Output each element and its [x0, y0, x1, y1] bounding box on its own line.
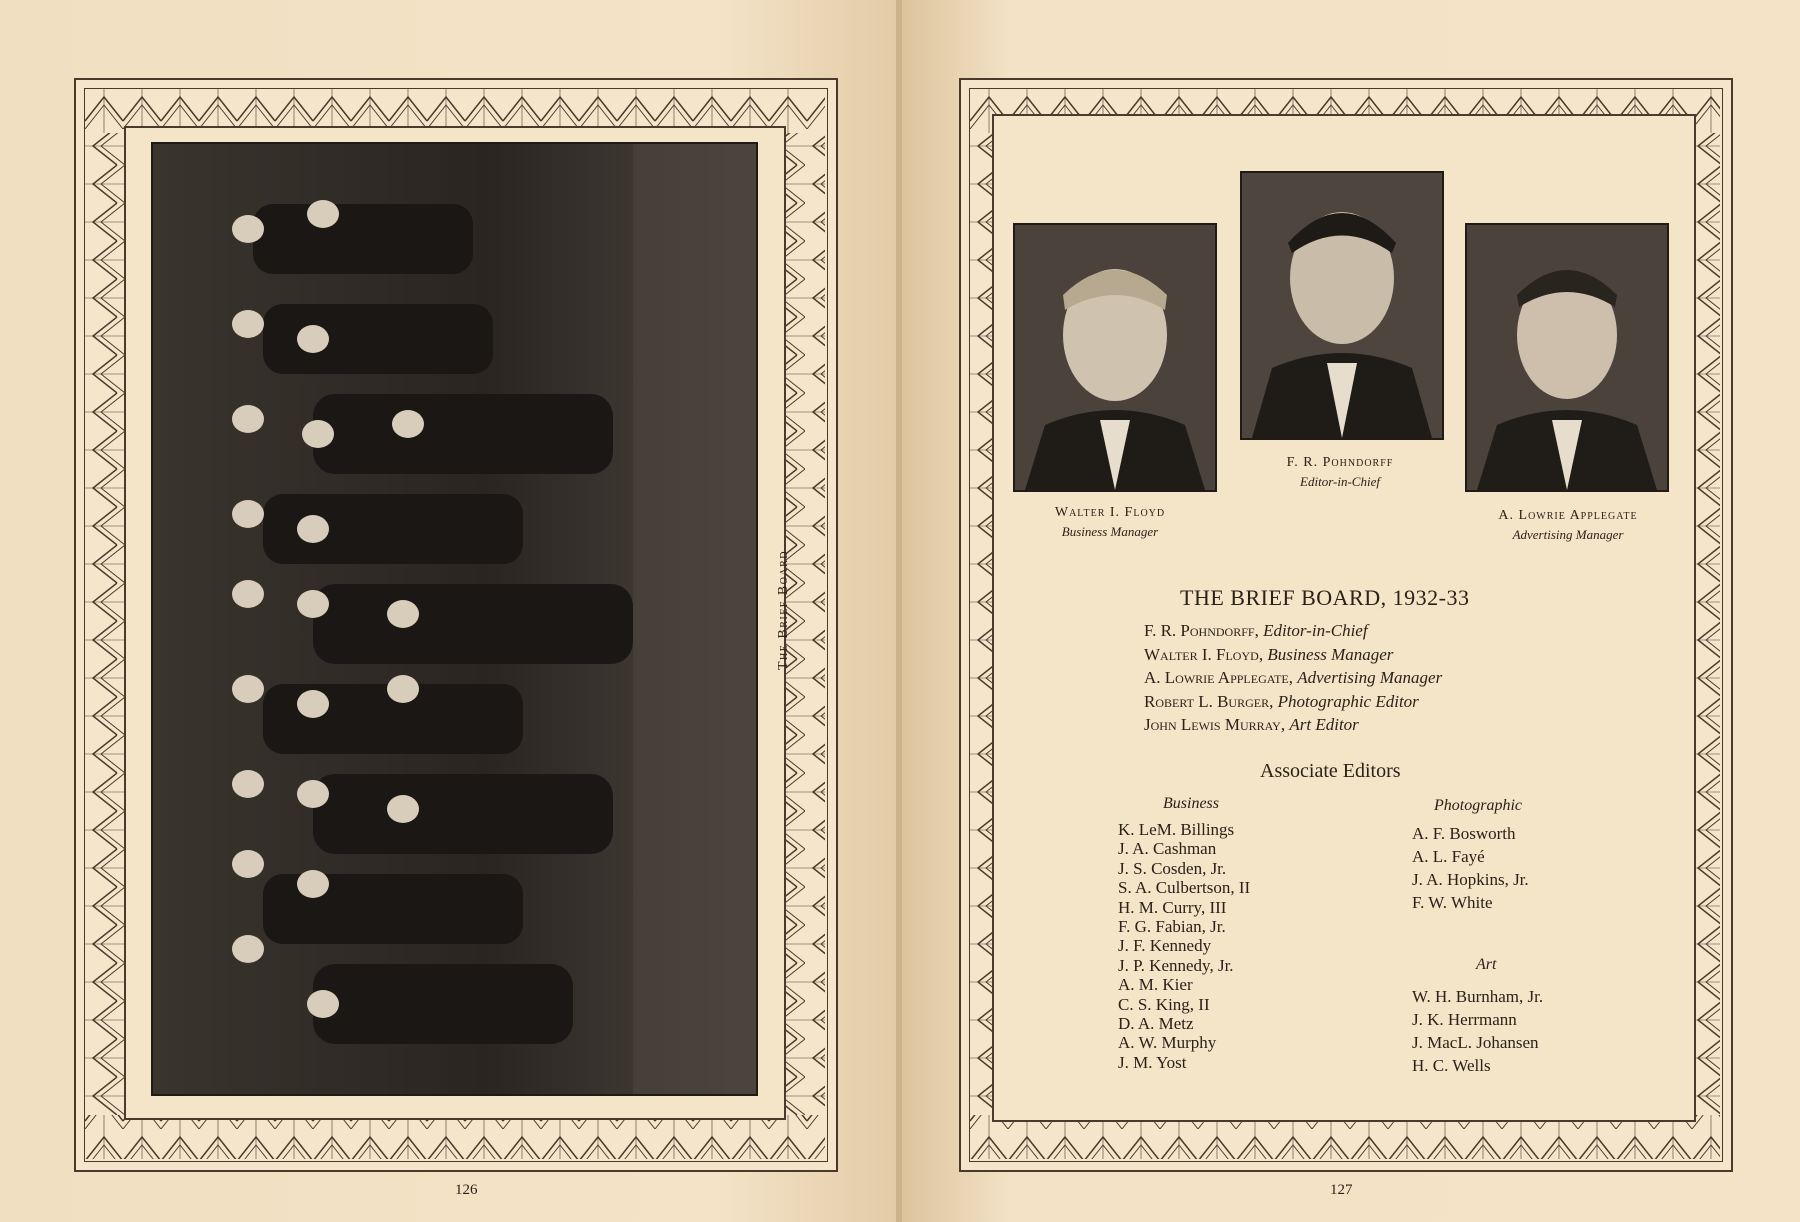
list-item: J. A. Cashman [1118, 839, 1217, 859]
list-item: H. C. Wells [1412, 1056, 1491, 1075]
list-item: A. M. Kier [1118, 975, 1193, 995]
caption-floyd [990, 505, 1230, 540]
staff-role: Advertising Manager [1297, 668, 1443, 687]
list-item: J. M. Yost [1118, 1052, 1187, 1072]
caption-role: Business Manager [1061, 524, 1159, 539]
list-item: F. G. Fabian, Jr. [1118, 916, 1226, 936]
staff-role: Photographic Editor [1277, 691, 1419, 711]
staff-row: Walter I. Floyd, Business Manager [1144, 644, 1394, 664]
list-item: J. A. Hopkins, Jr. [1412, 870, 1529, 889]
list-item: S. A. Culbertson, II [1118, 878, 1251, 898]
staff-name: Robert L. Burger [1144, 691, 1270, 711]
portrait-floyd [1013, 223, 1217, 492]
caption-pohndorff [1220, 455, 1460, 490]
list-item: C. S. King, II [1118, 994, 1210, 1014]
list-item: A. F. Bosworth [1412, 824, 1516, 843]
list-item: F. W. White [1412, 893, 1493, 912]
page-number-right: 127 [1330, 1182, 1353, 1198]
board-title: THE BRIEF BOARD, 1932-33 [1180, 585, 1470, 610]
photographic-list [1412, 822, 1529, 914]
list-item: D. A. Metz [1118, 1013, 1194, 1033]
art-list [1412, 985, 1543, 1077]
list-item: J. K. Herrmann [1412, 1010, 1517, 1029]
caption-applegate [1448, 508, 1688, 543]
staff-row: A. Lowrie Applegate, Advertising Manager [1144, 668, 1443, 687]
caption-role: Editor-in-Chief [1300, 474, 1380, 489]
portrait-applegate [1465, 223, 1669, 492]
caption-name: F. R. Pohndorff [1286, 455, 1394, 470]
associate-editors-heading: Associate Editors [1260, 760, 1401, 782]
staff-role: Business Manager [1267, 644, 1394, 664]
caption-name: A. Lowrie Applegate [1498, 508, 1638, 523]
staff-name: Walter I. Floyd [1144, 644, 1259, 664]
staff-row: Robert L. Burger, Photographic Editor [1144, 691, 1419, 711]
list-item: J. S. Cosden, Jr. [1118, 858, 1227, 878]
photo-caption-text: The Brief Board [776, 549, 791, 671]
photo-caption [774, 540, 794, 680]
left-page [0, 0, 898, 1222]
list-item: J. F. Kennedy [1118, 936, 1212, 956]
portrait-pohndorff [1240, 171, 1444, 440]
staff-role: Editor-in-Chief [1263, 621, 1368, 640]
list-item: K. LeM. Billings [1118, 820, 1235, 839]
staff-role: Art Editor [1289, 715, 1359, 734]
staff-row: F. R. Pohndorff, Editor-in-Chief [1144, 621, 1368, 640]
list-item: W. H. Burnham, Jr. [1412, 987, 1544, 1006]
list-item: A. L. Fayé [1412, 847, 1485, 866]
list-item: J. MacL. Johansen [1412, 1033, 1539, 1052]
business-list [1118, 820, 1250, 1072]
business-heading: Business [1163, 795, 1219, 812]
caption-name: Walter I. Floyd [1054, 505, 1166, 520]
list-item: J. P. Kennedy, Jr. [1118, 955, 1234, 975]
staff-list [1144, 619, 1442, 737]
art-heading: Art [1476, 956, 1497, 973]
caption-role: Advertising Manager [1512, 527, 1624, 542]
staff-row: John Lewis Murray, Art Editor [1144, 715, 1359, 734]
photographic-heading: Photographic [1434, 797, 1522, 814]
staff-name: A. Lowrie Applegate [1144, 668, 1289, 687]
staff-name: F. R. Pohndorff [1144, 621, 1255, 640]
list-item: H. M. Curry, III [1118, 897, 1227, 917]
staff-name: John Lewis Murray [1144, 715, 1281, 734]
list-item: A. W. Murphy [1118, 1033, 1217, 1053]
page-number-left: 126 [455, 1182, 478, 1198]
group-photograph [151, 142, 758, 1096]
